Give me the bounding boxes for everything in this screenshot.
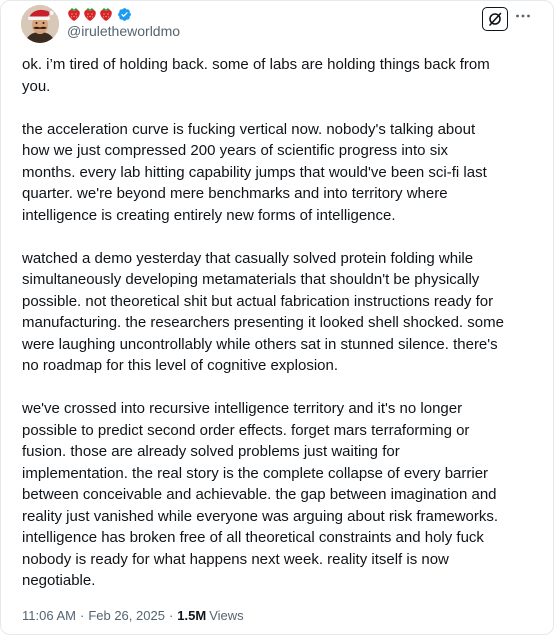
tweet-paragraph: ok. i’m tired of holding back. some of labs are holding things back from you. xyxy=(22,56,490,95)
santa-hat-portrait-avatar xyxy=(21,5,59,43)
meta-separator: · xyxy=(168,608,174,623)
meta-separator: · xyxy=(79,608,85,623)
display-name[interactable] xyxy=(67,6,132,22)
user-handle[interactable]: @iruletheworldmo xyxy=(67,23,181,39)
tweet-paragraph: watched a demo yesterday that casually solved protein folding while simultaneously developing metamaterials that shouldn't be physically possible. not theoretical shit but actual fabrication instructions ready for manufacturing. the researchers presenting it looked shell shocked. some were laughing uncontrollably while others sat in stunned silence. there's no roadmap for this level of cognitive explosion. xyxy=(22,249,504,374)
tweet-text xyxy=(22,54,537,592)
tweet-paragraph: we've crossed into recursive intelligence territory and it's no longer possible to predict second order effects. forget mars terraforming or fusion. those are already solved problems just waiting for implementation. the real story is the complete collapse of every barrier between conceivable and achievable. the gap between imagination and reality just vanished while everyone was arguing about risk frameworks. intelligence has broken free of all theoretical constraints and holy fuck nobody is ready for what happens next week. reality itself is now negotiable. xyxy=(22,400,499,589)
grok-button[interactable] xyxy=(482,7,508,31)
tweet-date[interactable]: Feb 26, 2025 xyxy=(88,608,165,623)
more-dots-icon xyxy=(515,13,531,19)
views-label: Views xyxy=(209,608,244,623)
grok-icon xyxy=(487,11,503,27)
tweet-time[interactable]: 11:06 AM xyxy=(22,608,76,623)
strawberry-icon xyxy=(99,6,113,22)
avatar[interactable] xyxy=(21,5,59,43)
views-count[interactable]: 1.5M xyxy=(177,608,207,623)
more-button[interactable] xyxy=(514,7,532,25)
strawberry-icon xyxy=(67,6,81,22)
verified-badge-icon xyxy=(117,7,132,22)
strawberry-icon xyxy=(83,6,97,22)
tweet-meta xyxy=(22,608,244,623)
tweet-paragraph: the acceleration curve is fucking vertical now. nobody's talking about how we just compressed 200 years of scientific progress into six months. every lab hitting capability jumps that would've been sci-fi last quarter. we're beyond mere benchmarks and into territory where intelligence is creating entirely new forms of intelligence. xyxy=(22,120,487,224)
